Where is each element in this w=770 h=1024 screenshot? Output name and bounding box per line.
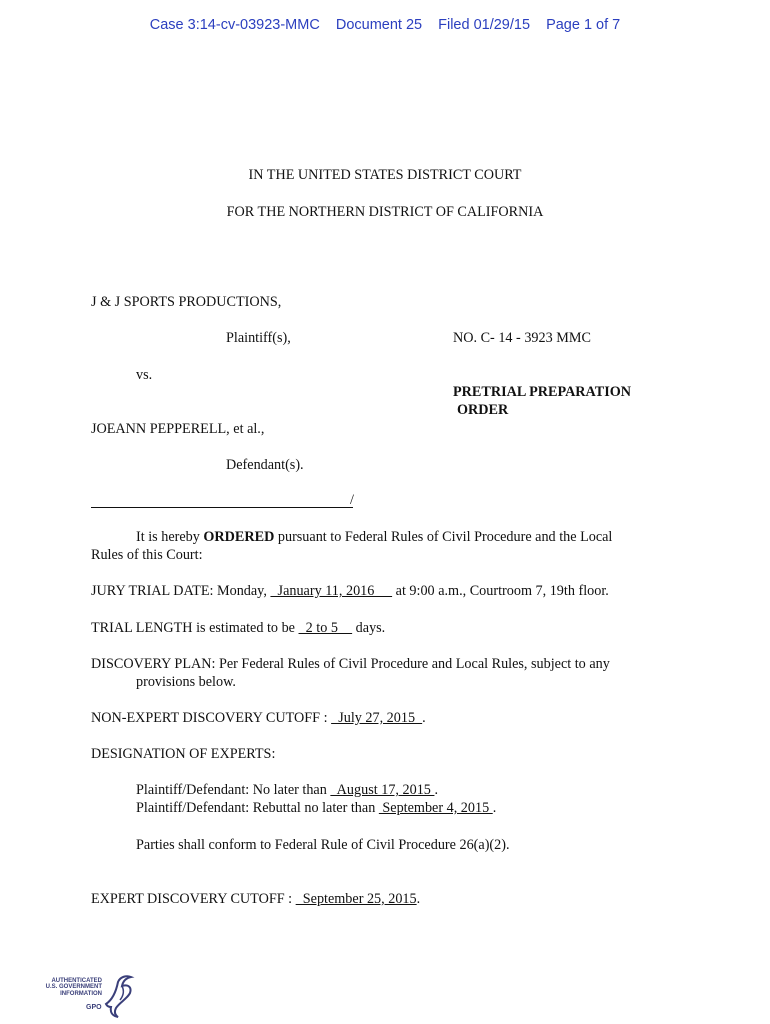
intro-ordered: ORDERED bbox=[203, 529, 275, 545]
case-no: NO. C- 14 - 3923 MMC bbox=[453, 330, 591, 346]
court-name-line1: IN THE UNITED STATES DISTRICT COURT bbox=[248, 167, 522, 183]
nonexpert-date: July 27, 2015 bbox=[331, 710, 423, 726]
caption-rule bbox=[91, 507, 353, 508]
logo-line1: AUTHENTICATED bbox=[51, 978, 102, 984]
filed-date: Filed 01/29/15 bbox=[438, 17, 531, 33]
page-indicator: Page 1 of 7 bbox=[546, 17, 621, 33]
document-number: Document 25 bbox=[335, 17, 423, 33]
trial-length bbox=[91, 620, 385, 637]
logo-gpo: GPO bbox=[86, 1004, 102, 1011]
logo-line3: INFORMATION bbox=[60, 990, 102, 997]
logo-text bbox=[44, 978, 102, 997]
jury-label: JURY TRIAL DATE: Monday, bbox=[91, 583, 271, 599]
intro-pre: It is hereby bbox=[136, 529, 204, 545]
discovery-plan-line1: DISCOVERY PLAN: Per Federal Rules of Civil Procedure and Local Rules, subject to any bbox=[91, 656, 610, 672]
order-title-line2: ORDER bbox=[457, 402, 509, 418]
experts-heading: DESIGNATION OF EXPERTS: bbox=[91, 746, 276, 762]
intro-line2: Rules of this Court: bbox=[91, 547, 203, 563]
eagle-icon bbox=[102, 974, 136, 1018]
discovery-plan-line2: provisions below. bbox=[136, 674, 236, 690]
rebuttal-end: . bbox=[492, 800, 497, 816]
logo-line2: U.S. GOVERNMENT bbox=[45, 984, 102, 991]
case-number: Case 3:14-cv-03923-MMC bbox=[149, 17, 320, 33]
jury-date-value: January 11, 2016 bbox=[270, 583, 393, 599]
conform-rule: Parties shall conform to Federal Rule of Civil Procedure 26(a)(2). bbox=[136, 837, 510, 853]
rebuttal-date: September 4, 2015 bbox=[378, 800, 493, 816]
non-expert-cutoff bbox=[91, 710, 426, 727]
pd-date: August 17, 2015 bbox=[330, 782, 435, 798]
versus: vs. bbox=[136, 367, 153, 383]
rebuttal-label: Plaintiff/Defendant: Rebuttal no later than bbox=[136, 800, 379, 816]
length-label: TRIAL LENGTH is estimated to be bbox=[91, 620, 299, 636]
pd-end: . bbox=[434, 782, 438, 798]
rebuttal-deadline bbox=[136, 800, 496, 817]
jury-rest: at 9:00 a.m., Courtroom 7, 19th floor. bbox=[392, 583, 609, 599]
order-title-line1: PRETRIAL PREPARATION bbox=[453, 384, 632, 400]
caption-slash: / bbox=[350, 492, 354, 508]
expert-end: . bbox=[416, 891, 421, 907]
gpo-authentication-logo bbox=[44, 974, 134, 1020]
intro-post: pursuant to Federal Rules of Civil Procedure and the Local bbox=[274, 529, 613, 545]
pd-label: Plaintiff/Defendant: No later than bbox=[136, 782, 331, 798]
pd-deadline bbox=[136, 782, 438, 799]
expert-discovery-cutoff bbox=[91, 891, 420, 908]
expert-label: EXPERT DISCOVERY CUTOFF : bbox=[91, 891, 296, 907]
plaintiff-role: Plaintiff(s), bbox=[226, 330, 291, 346]
length-rest: days. bbox=[352, 620, 386, 636]
plaintiff-name: J & J SPORTS PRODUCTIONS, bbox=[91, 294, 282, 310]
defendant-role: Defendant(s). bbox=[226, 457, 304, 473]
court-name-line2: FOR THE NORTHERN DISTRICT OF CALIFORNIA bbox=[226, 204, 544, 220]
jury-trial-date bbox=[91, 583, 609, 600]
nonexpert-label: NON-EXPERT DISCOVERY CUTOFF : bbox=[91, 710, 332, 726]
defendant-name: JOEANN PEPPERELL, et al., bbox=[91, 421, 265, 437]
expert-date: September 25, 2015 bbox=[295, 891, 417, 907]
nonexpert-end: . bbox=[422, 710, 426, 726]
document-header bbox=[0, 17, 770, 33]
intro-paragraph bbox=[136, 529, 612, 546]
length-value: 2 to 5 bbox=[298, 620, 353, 636]
